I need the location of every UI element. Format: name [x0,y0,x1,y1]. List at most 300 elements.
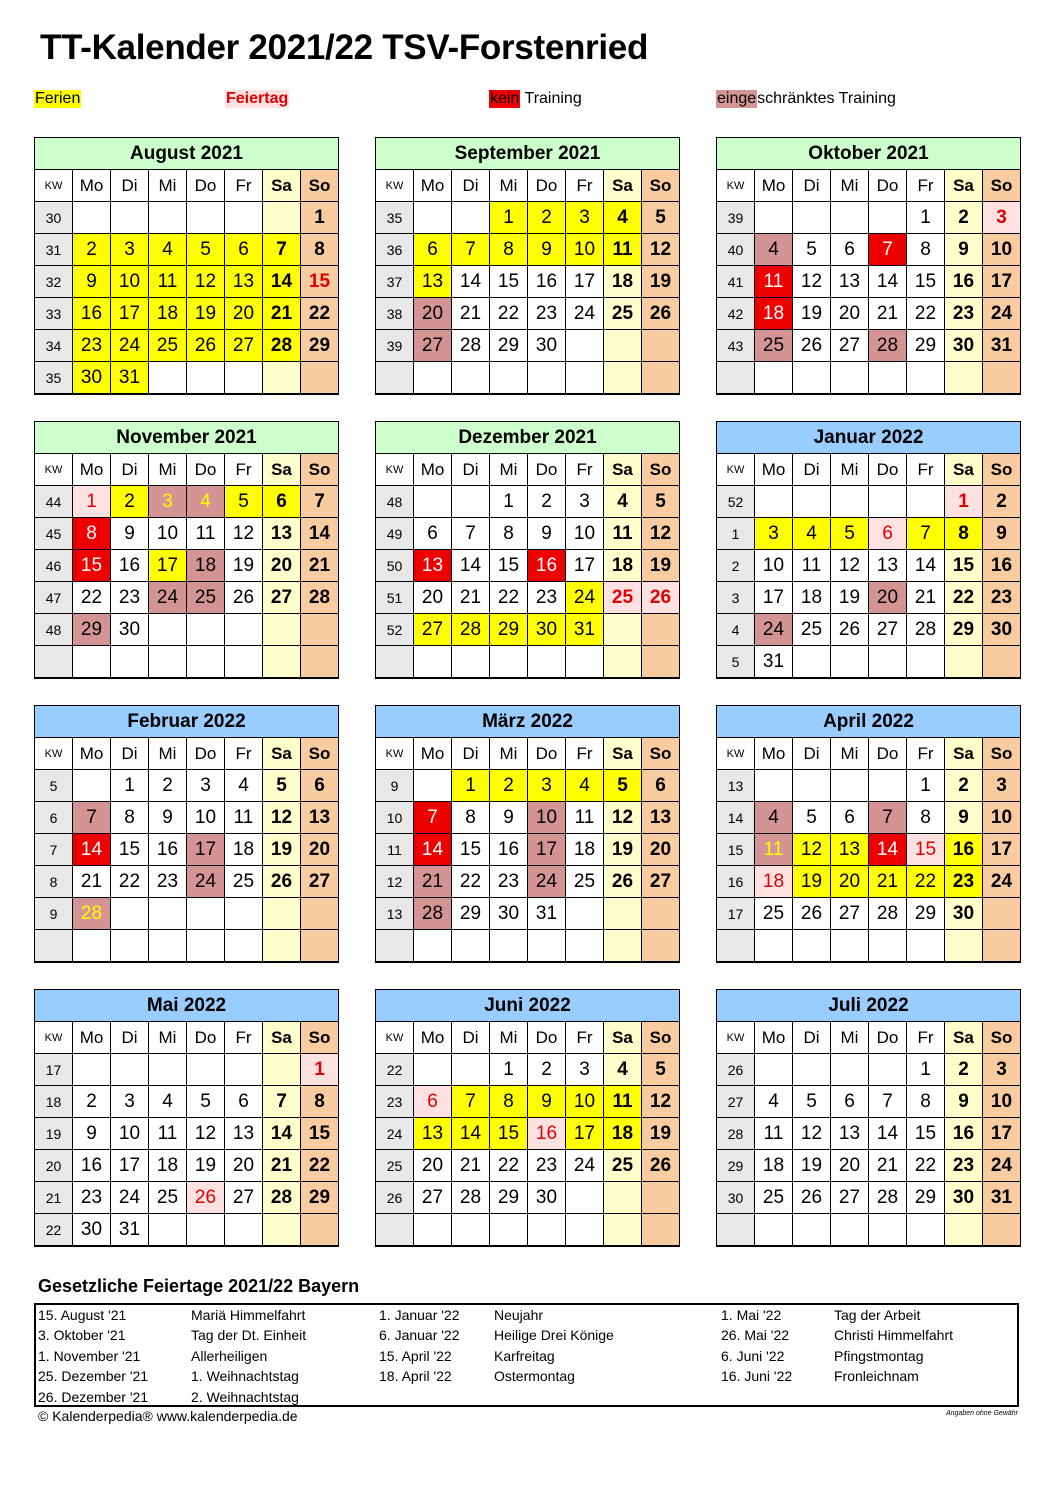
weekday-header: Sa [945,738,983,770]
empty-cell [604,362,642,394]
day-cell: 8 [907,802,945,834]
empty-cell [831,1246,869,1247]
empty-cell [528,930,566,962]
day-cell: 16 [945,834,983,866]
holiday-row [38,1305,306,1325]
day-cell: 4 [149,1086,187,1118]
day-cell: 13 [831,834,869,866]
day-cell: 29 [490,614,528,646]
day-cell: 9 [528,1086,566,1118]
day-cell: 16 [528,550,566,582]
day-cell: 1 [907,1054,945,1086]
empty-cell [301,646,339,678]
holiday-name: Allerheiligen [191,1347,268,1364]
empty-cell [225,898,263,930]
kw-number: 41 [717,266,755,298]
holiday-name: 2. Weihnachtstag [191,1388,299,1405]
empty-cell [793,678,831,679]
weekday-header: Mi [831,1022,869,1054]
day-cell: 3 [149,486,187,518]
day-cell: 26 [225,582,263,614]
month-calendar [716,421,1021,679]
day-cell: 2 [149,770,187,802]
kw-header: KW [35,170,73,202]
empty-cell [793,770,831,802]
empty-cell [945,930,983,962]
kw-number: 12 [376,866,414,898]
weekday-header: Do [528,170,566,202]
weekday-header: Fr [907,1022,945,1054]
holiday-date: 26. Mai '22 [721,1327,790,1344]
day-cell: 24 [983,866,1021,898]
empty-cell [869,930,907,962]
empty-cell [225,614,263,646]
kw-number: 37 [376,266,414,298]
empty-cell [869,1054,907,1086]
empty-cell [604,898,642,930]
day-cell: 10 [983,234,1021,266]
day-cell: 19 [642,266,680,298]
weekday-header: Fr [225,454,263,486]
page-title: TT-Kalender 2021/22 TSV-Forstenried [40,28,649,67]
empty-cell [566,962,604,963]
day-cell: 14 [869,1118,907,1150]
kw-number: 38 [376,298,414,330]
kw-number: 36 [376,234,414,266]
empty-cell [490,678,528,679]
day-cell: 8 [490,1086,528,1118]
weekday-header: So [642,1022,680,1054]
holidays-table [34,1303,1019,1407]
kw-number [376,362,414,394]
weekday-header: Di [452,170,490,202]
day-cell: 20 [831,298,869,330]
weekday-header: Mo [414,738,452,770]
empty-cell [642,678,680,679]
kw-number: 26 [376,1182,414,1214]
empty-cell [566,678,604,679]
weekday-header: Mi [490,738,528,770]
holiday-name: Christi Himmelfahrt [834,1327,954,1344]
empty-cell [263,614,301,646]
holiday-name: Neujahr [494,1307,544,1323]
day-cell: 21 [414,866,452,898]
empty-cell [755,1054,793,1086]
kw-number: 27 [717,1086,755,1118]
day-cell: 26 [793,898,831,930]
empty-cell [907,646,945,678]
day-cell: 23 [528,582,566,614]
day-cell: 1 [301,202,339,234]
kw-number [376,1214,414,1246]
day-cell: 5 [793,802,831,834]
empty-cell [604,330,642,362]
day-cell: 29 [301,330,339,362]
holiday-date: 3. Oktober '21 [38,1327,126,1344]
kw-number: 52 [717,486,755,518]
kw-number: 18 [35,1086,73,1118]
day-cell: 25 [755,330,793,362]
kw-number: 30 [35,202,73,234]
day-cell: 1 [907,770,945,802]
day-cell: 16 [945,1118,983,1150]
empty-cell [945,1214,983,1246]
holiday-name: 1. Weihnachtstag [191,1368,299,1385]
day-cell: 12 [642,518,680,550]
day-cell: 12 [793,266,831,298]
month-grid [375,453,680,679]
day-cell: 25 [604,582,642,614]
day-cell: 11 [604,1086,642,1118]
day-cell: 2 [528,202,566,234]
empty-cell [187,678,225,679]
day-cell: 16 [111,550,149,582]
holiday-date: 1. Mai '22 [721,1307,782,1323]
day-cell: 4 [187,486,225,518]
day-cell: 5 [831,518,869,550]
day-cell: 10 [566,234,604,266]
kw-number [717,362,755,394]
kw-number: 35 [376,202,414,234]
day-cell: 14 [452,550,490,582]
empty-cell [414,646,452,678]
empty-cell [831,962,869,963]
empty-cell [793,962,831,963]
day-cell: 27 [414,1182,452,1214]
empty-cell [755,1246,793,1247]
kw-number [717,962,755,963]
empty-cell [111,646,149,678]
empty-cell [301,962,339,963]
kw-number: 17 [717,898,755,930]
kw-header: KW [35,454,73,486]
day-cell: 10 [755,550,793,582]
weekday-header: Mi [149,170,187,202]
day-cell: 14 [263,1118,301,1150]
day-cell: 28 [73,898,111,930]
day-cell: 2 [111,486,149,518]
day-cell: 8 [945,518,983,550]
empty-cell [642,898,680,930]
day-cell: 16 [490,834,528,866]
kw-number: 26 [717,1054,755,1086]
day-cell: 30 [528,614,566,646]
day-cell: 25 [149,330,187,362]
weekday-header: So [983,1022,1021,1054]
empty-cell [793,362,831,394]
day-cell: 30 [945,1182,983,1214]
month-title: Mai 2022 [34,989,339,1021]
legend-kein-swatch: kein [490,90,520,107]
day-cell: 12 [187,1118,225,1150]
month-title: März 2022 [375,705,680,737]
day-cell: 10 [111,266,149,298]
day-cell: 26 [187,1182,225,1214]
holiday-date: 25. Dezember '21 [38,1368,149,1385]
day-cell: 21 [301,550,339,582]
month-title: Februar 2022 [34,705,339,737]
empty-cell [187,1214,225,1246]
day-cell: 22 [490,1150,528,1182]
empty-cell [452,678,490,679]
empty-cell [149,962,187,963]
day-cell: 9 [945,802,983,834]
day-cell: 17 [983,1118,1021,1150]
holidays-column-2 [379,1305,614,1387]
month-grid [716,169,1021,395]
day-cell: 10 [566,1086,604,1118]
holiday-row [721,1366,953,1386]
day-cell: 12 [831,550,869,582]
day-cell: 16 [945,266,983,298]
empty-cell [983,362,1021,394]
day-cell: 16 [73,1150,111,1182]
holiday-name: Karfreitag [494,1347,555,1364]
empty-cell [983,930,1021,962]
empty-cell [263,646,301,678]
day-cell: 28 [869,330,907,362]
holiday-name: Heilige Drei Könige [494,1327,614,1344]
day-cell: 13 [225,1118,263,1150]
empty-cell [869,678,907,679]
day-cell: 31 [755,646,793,678]
kw-header: KW [717,1022,755,1054]
month-calendar [716,705,1021,963]
empty-cell [301,1214,339,1246]
kw-header: KW [376,454,414,486]
kw-number [376,646,414,678]
kw-number: 40 [717,234,755,266]
kw-number [376,678,414,679]
day-cell: 13 [414,266,452,298]
legend-einge-swatch: einge [717,90,757,107]
month-title: September 2021 [375,137,680,169]
day-cell: 19 [793,866,831,898]
day-cell: 25 [566,866,604,898]
empty-cell [528,362,566,394]
holiday-row [38,1387,306,1407]
empty-cell [793,1246,831,1247]
day-cell: 27 [225,1182,263,1214]
empty-cell [755,202,793,234]
day-cell: 1 [490,1054,528,1086]
day-cell: 20 [869,582,907,614]
day-cell: 17 [566,1118,604,1150]
day-cell: 27 [642,866,680,898]
day-cell: 28 [452,330,490,362]
empty-cell [490,362,528,394]
day-cell: 17 [566,550,604,582]
day-cell: 23 [528,298,566,330]
day-cell: 12 [642,1086,680,1118]
weekday-header: So [301,1022,339,1054]
empty-cell [149,362,187,394]
kw-header: KW [376,1022,414,1054]
weekday-header: Mo [755,1022,793,1054]
day-cell: 18 [755,1150,793,1182]
day-cell: 10 [983,1086,1021,1118]
weekday-header: So [642,738,680,770]
empty-cell [983,394,1021,395]
day-cell: 26 [187,330,225,362]
day-cell: 19 [793,298,831,330]
day-cell: 5 [187,234,225,266]
month-grid [716,737,1021,963]
empty-cell [414,1246,452,1247]
day-cell: 18 [149,298,187,330]
day-cell: 15 [907,1118,945,1150]
day-cell: 7 [414,802,452,834]
empty-cell [149,1246,187,1247]
empty-cell [301,678,339,679]
empty-cell [452,486,490,518]
day-cell: 9 [111,518,149,550]
day-cell: 3 [755,518,793,550]
empty-cell [566,1214,604,1246]
footer-credit: © Kalenderpedia® www.kalenderpedia.de [38,1408,298,1424]
holiday-date: 6. Juni '22 [721,1347,785,1364]
weekday-header: Di [793,738,831,770]
empty-cell [73,1246,111,1247]
holiday-row [38,1325,306,1345]
weekday-header: So [983,738,1021,770]
day-cell: 17 [149,550,187,582]
empty-cell [604,646,642,678]
month-calendar [375,137,680,395]
day-cell: 21 [869,866,907,898]
empty-cell [263,202,301,234]
weekday-header: Di [111,738,149,770]
empty-cell [604,678,642,679]
day-cell: 4 [604,1054,642,1086]
kw-header: KW [717,454,755,486]
day-cell: 14 [869,834,907,866]
day-cell: 30 [528,1182,566,1214]
day-cell: 4 [225,770,263,802]
day-cell: 7 [452,1086,490,1118]
kw-number [717,678,755,679]
day-cell: 23 [490,866,528,898]
day-cell: 19 [263,834,301,866]
day-cell: 11 [149,1118,187,1150]
day-cell: 29 [73,614,111,646]
day-cell: 27 [831,330,869,362]
day-cell: 6 [414,518,452,550]
empty-cell [566,646,604,678]
day-cell: 12 [793,1118,831,1150]
empty-cell [452,646,490,678]
day-cell: 3 [187,770,225,802]
day-cell: 12 [225,518,263,550]
empty-cell [452,202,490,234]
empty-cell [566,394,604,395]
weekday-header: Fr [907,170,945,202]
day-cell: 19 [793,1150,831,1182]
empty-cell [187,202,225,234]
holiday-row [721,1346,953,1366]
day-cell: 2 [73,234,111,266]
day-cell: 10 [149,518,187,550]
day-cell: 12 [187,266,225,298]
weekday-header: Sa [263,738,301,770]
day-cell: 3 [983,770,1021,802]
day-cell: 4 [149,234,187,266]
empty-cell [452,394,490,395]
day-cell: 25 [793,614,831,646]
day-cell: 23 [983,582,1021,614]
holiday-row [38,1346,306,1366]
kw-header: KW [376,170,414,202]
empty-cell [869,1214,907,1246]
weekday-header: Fr [225,170,263,202]
day-cell: 22 [490,298,528,330]
empty-cell [983,1214,1021,1246]
kw-number [35,646,73,678]
month-calendar [716,137,1021,395]
day-cell: 8 [301,1086,339,1118]
empty-cell [414,486,452,518]
day-cell: 26 [793,1182,831,1214]
empty-cell [945,394,983,395]
month-calendar [375,989,680,1247]
day-cell: 9 [945,234,983,266]
day-cell: 5 [225,486,263,518]
empty-cell [111,394,149,395]
kw-number: 13 [717,770,755,802]
day-cell: 28 [452,1182,490,1214]
kw-number [376,930,414,962]
empty-cell [528,394,566,395]
empty-cell [983,962,1021,963]
empty-cell [149,394,187,395]
day-cell: 17 [111,298,149,330]
holiday-row [721,1305,953,1325]
day-cell: 26 [793,330,831,362]
weekday-header: Di [111,1022,149,1054]
month-title: Januar 2022 [716,421,1021,453]
day-cell: 28 [263,330,301,362]
empty-cell [149,930,187,962]
day-cell: 25 [604,298,642,330]
empty-cell [831,202,869,234]
weekday-header: Fr [907,454,945,486]
kw-number: 15 [717,834,755,866]
weekday-header: Mi [490,170,528,202]
day-cell: 13 [869,550,907,582]
day-cell: 19 [187,298,225,330]
kw-number: 3 [717,582,755,614]
day-cell: 4 [755,802,793,834]
weekday-header: Sa [263,454,301,486]
day-cell: 1 [490,202,528,234]
day-cell: 7 [263,234,301,266]
weekday-header: Mo [73,454,111,486]
weekday-header: So [983,170,1021,202]
empty-cell [149,646,187,678]
day-cell: 9 [528,518,566,550]
day-cell: 15 [452,834,490,866]
weekday-header: Do [528,454,566,486]
empty-cell [642,930,680,962]
empty-cell [907,486,945,518]
empty-cell [604,930,642,962]
day-cell: 13 [831,266,869,298]
legend-einge-label: schränktes Training [757,90,896,107]
weekday-header: Mi [831,454,869,486]
weekday-header: Do [869,738,907,770]
weekday-header: Fr [566,1022,604,1054]
empty-cell [490,1246,528,1247]
